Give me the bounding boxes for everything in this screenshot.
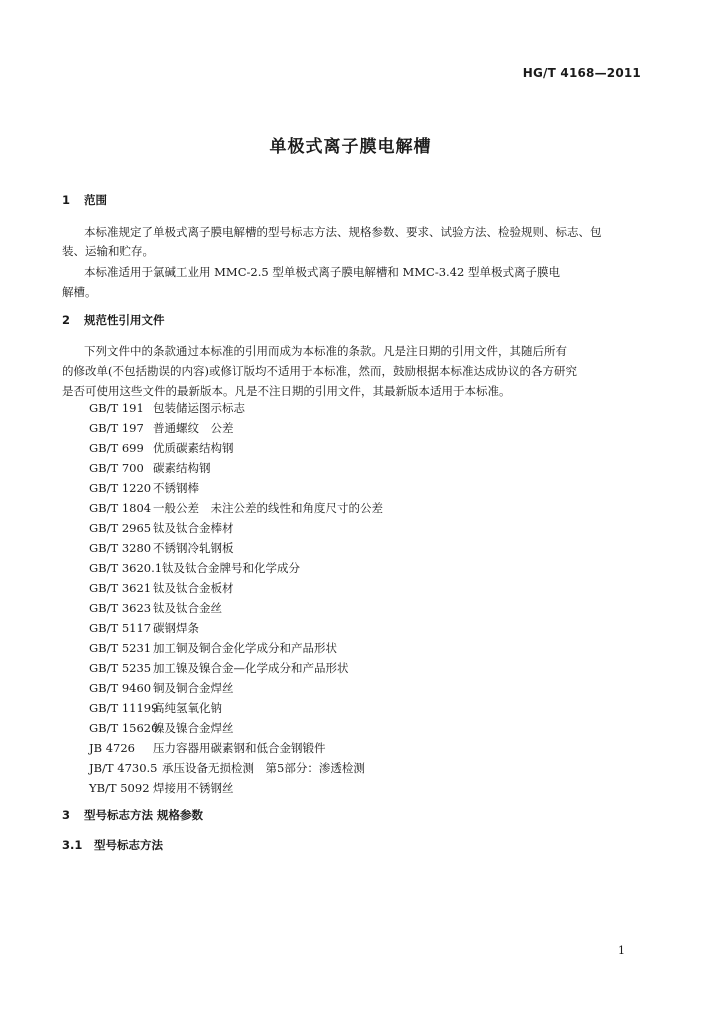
reference-code: GB/T 11199 bbox=[89, 701, 159, 715]
reference-title: 加工镍及镍合金—化学成分和产品形状 bbox=[153, 661, 349, 675]
section-number: 2 bbox=[62, 313, 71, 327]
reference-title: 钛及钛合金板材 bbox=[153, 581, 234, 595]
section-3-heading bbox=[62, 807, 203, 823]
reference-code: GB/T 1220 bbox=[89, 481, 152, 495]
reference-item bbox=[89, 598, 222, 618]
reference-item bbox=[89, 698, 222, 718]
reference-title: 碳钢焊条 bbox=[153, 621, 199, 635]
reference-code: GB/T 3623 bbox=[89, 601, 152, 615]
reference-code: GB/T 197 bbox=[89, 421, 144, 435]
reference-code: GB/T 700 bbox=[89, 461, 144, 475]
reference-title: 优质碳素结构钢 bbox=[153, 441, 234, 455]
section-title: 规范性引用文件 bbox=[84, 313, 165, 327]
reference-item bbox=[89, 478, 199, 498]
reference-code: GB/T 5235 bbox=[89, 661, 152, 675]
scope-para-1-line-1: 本标准规定了单极式离子膜电解槽的型号标志方法、规格参数、要求、试验方法、检验规则、标志、包 bbox=[84, 225, 602, 239]
reference-item bbox=[89, 738, 326, 758]
reference-item bbox=[89, 538, 234, 558]
normative-intro-line-3: 是否可使用这些文件的最新版本。凡是不注日期的引用文件，其最新版本适用于本标准。 bbox=[62, 384, 511, 398]
scope-para-2-line-1: 本标准适用于氯碱工业用 MMC-2.5 型单极式离子膜电解槽和 MMC-3.42 型单极式离子膜电 bbox=[84, 265, 560, 279]
section-number: 3.1 bbox=[62, 838, 83, 852]
section-title: 范围 bbox=[84, 193, 107, 207]
scope-para-2-line-2: 解槽。 bbox=[62, 285, 97, 299]
reference-title: 一般公差 未注公差的线性和角度尺寸的公差 bbox=[153, 501, 383, 515]
reference-code: JB/T 4730.5 bbox=[89, 761, 158, 775]
section-title: 型号标志方法 规格参数 bbox=[84, 808, 204, 822]
page-number: 1 bbox=[618, 944, 625, 957]
reference-code: GB/T 5117 bbox=[89, 621, 152, 635]
scope-para-1-line-2: 装、运输和贮存。 bbox=[62, 244, 154, 258]
reference-code: GB/T 15620 bbox=[89, 721, 159, 735]
reference-code: GB/T 5231 bbox=[89, 641, 152, 655]
reference-title: 高纯氢氧化钠 bbox=[153, 701, 222, 715]
section-number: 3 bbox=[62, 808, 71, 822]
reference-item bbox=[89, 498, 383, 518]
reference-title: 不锈钢棒 bbox=[153, 481, 199, 495]
reference-title: 包装储运图示标志 bbox=[153, 401, 245, 415]
section-title: 型号标志方法 bbox=[94, 838, 163, 852]
normative-intro-line-1: 下列文件中的条款通过本标准的引用而成为本标准的条款。凡是注日期的引用文件，其随后所有 bbox=[84, 344, 567, 358]
reference-title: 钛及钛合金丝 bbox=[153, 601, 222, 615]
reference-code: GB/T 2965 bbox=[89, 521, 152, 535]
reference-code: GB/T 699 bbox=[89, 441, 144, 455]
reference-code: GB/T 191 bbox=[89, 401, 144, 415]
reference-item bbox=[89, 758, 365, 778]
section-3-1-heading bbox=[62, 837, 163, 853]
reference-code: YB/T 5092 bbox=[89, 781, 150, 795]
section-1-heading bbox=[62, 192, 107, 208]
reference-code: GB/T 3621 bbox=[89, 581, 152, 595]
reference-item bbox=[89, 678, 234, 698]
reference-item bbox=[89, 518, 234, 538]
section-2-heading bbox=[62, 312, 165, 328]
reference-title: 压力容器用碳素钢和低合金钢锻件 bbox=[153, 741, 326, 755]
reference-item bbox=[89, 778, 234, 798]
reference-item bbox=[89, 398, 245, 418]
reference-item bbox=[89, 418, 234, 438]
reference-title: 加工铜及铜合金化学成分和产品形状 bbox=[153, 641, 337, 655]
reference-title: 焊接用不锈钢丝 bbox=[153, 781, 234, 795]
reference-title: 铜及铜合金焊丝 bbox=[153, 681, 234, 695]
reference-code: GB/T 3280 bbox=[89, 541, 152, 555]
reference-item bbox=[89, 618, 199, 638]
reference-title: 不锈钢冷轧钢板 bbox=[153, 541, 234, 555]
reference-title: 钛及钛合金棒材 bbox=[153, 521, 234, 535]
section-number: 1 bbox=[62, 193, 71, 207]
document-title: 单极式离子膜电解槽 bbox=[269, 137, 432, 157]
reference-code: GB/T 1804 bbox=[89, 501, 152, 515]
reference-code: JB 4726 bbox=[89, 741, 135, 755]
reference-code: GB/T 3620.1 bbox=[89, 561, 163, 575]
reference-title: 碳素结构钢 bbox=[153, 461, 211, 475]
reference-item bbox=[89, 578, 234, 598]
reference-item bbox=[89, 718, 234, 738]
standard-code: HG/T 4168—2011 bbox=[522, 66, 641, 80]
reference-title: 镍及镍合金焊丝 bbox=[153, 721, 234, 735]
reference-item bbox=[89, 638, 337, 658]
reference-title: 钛及钛合金牌号和化学成分 bbox=[162, 561, 300, 575]
reference-item bbox=[89, 438, 234, 458]
normative-intro-line-2: 的修改单(不包括勘误的内容)或修订版均不适用于本标准，然而，鼓励根据本标准达成协议的各方研究 bbox=[62, 364, 577, 378]
reference-title: 普通螺纹 公差 bbox=[153, 421, 234, 435]
reference-item bbox=[89, 458, 211, 478]
reference-item bbox=[89, 658, 349, 678]
reference-item bbox=[89, 558, 300, 578]
reference-code: GB/T 9460 bbox=[89, 681, 152, 695]
reference-title: 承压设备无损检测 第5部分：渗透检测 bbox=[162, 761, 365, 775]
